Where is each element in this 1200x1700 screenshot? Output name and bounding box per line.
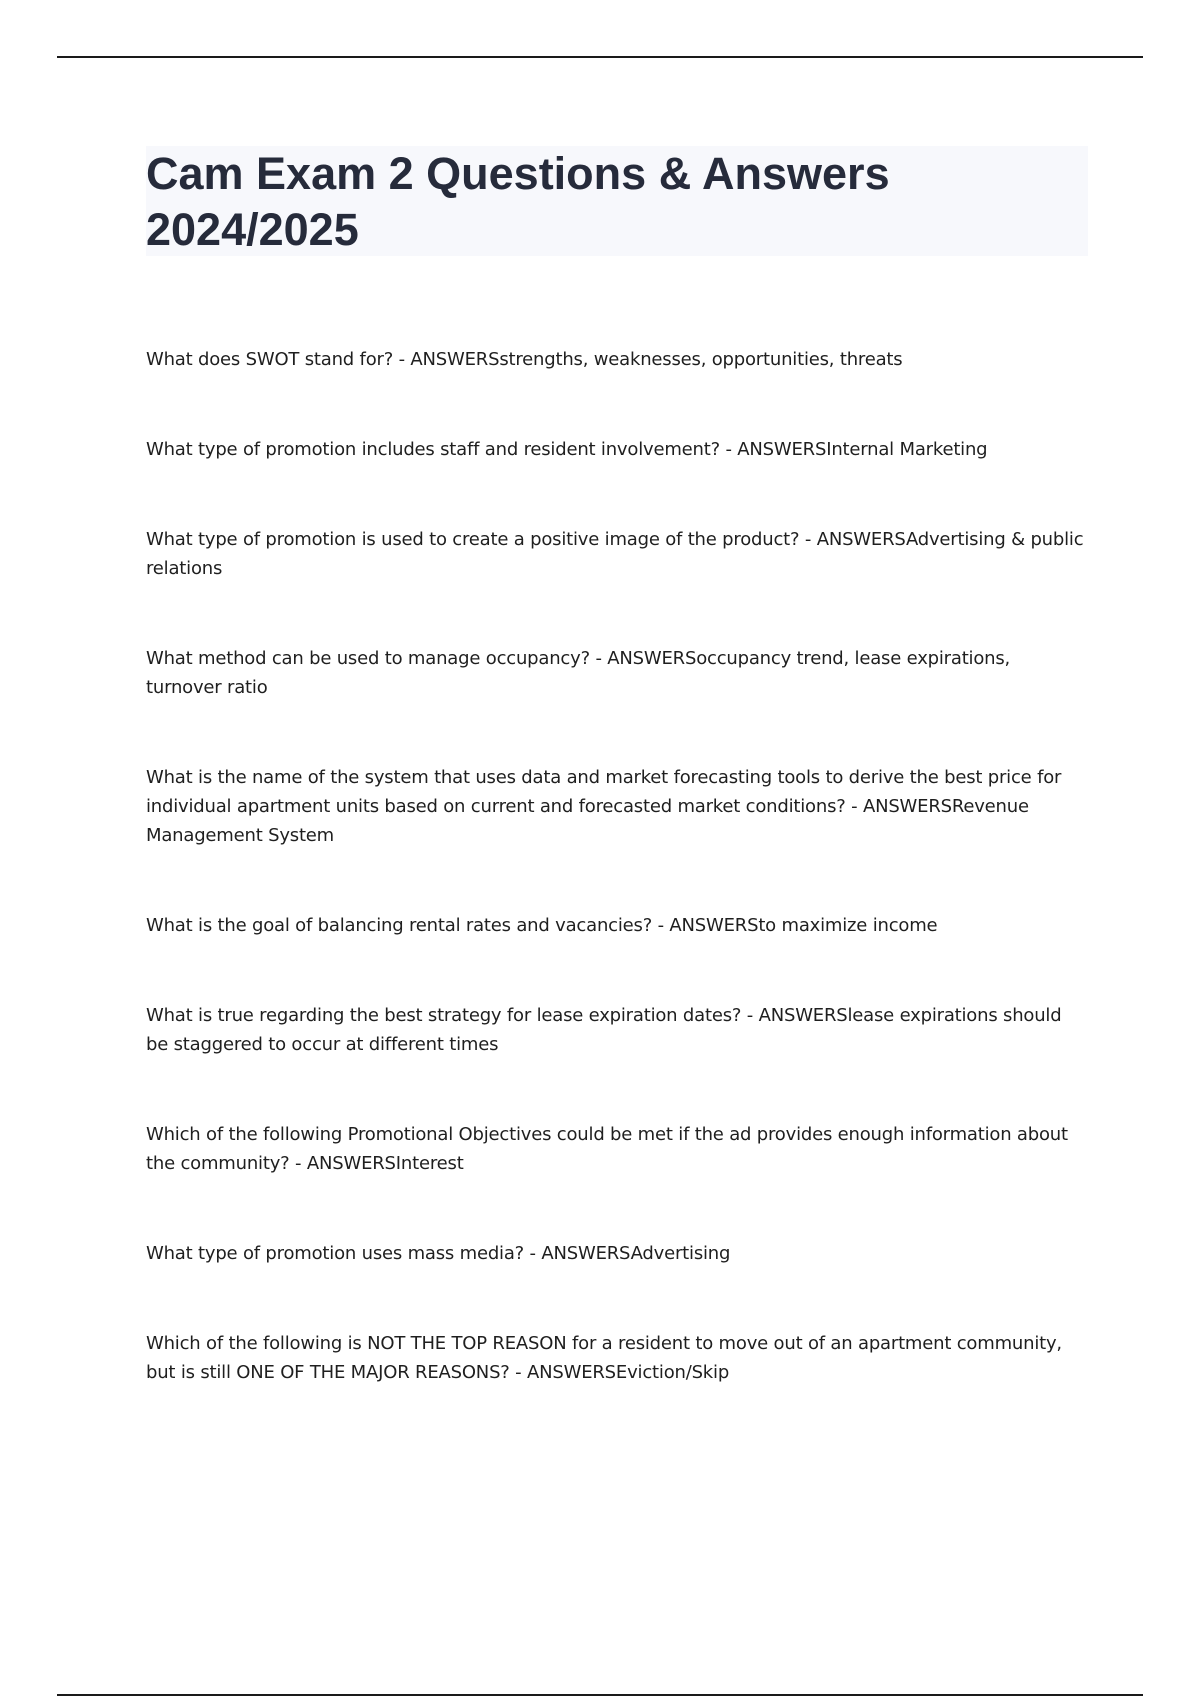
answer-separator: -	[289, 1153, 307, 1174]
qa-item	[146, 644, 1086, 702]
question-text: What is the name of the system that uses data and market forecasting tools to derive the best price for individual apartment units based on current and forecasted market conditions?	[146, 767, 1062, 817]
question-text: What method can be used to manage occupancy?	[146, 648, 590, 669]
question-text: What does SWOT stand for?	[146, 349, 394, 370]
answer-separator: -	[524, 1243, 542, 1264]
question-text: Which of the following Promotional Objectives could be met if the ad provides enough information about the community?	[146, 1124, 1068, 1174]
answer-separator: -	[845, 796, 863, 817]
qa-item	[146, 1001, 1086, 1059]
answer-text: ANSWERSRevenue Management System	[146, 796, 1029, 846]
header-rule	[57, 56, 1143, 58]
answer-text: ANSWERSto maximize income	[669, 915, 938, 936]
answer-text: ANSWERSlease expirations should be staggered to occur at different times	[146, 1005, 1062, 1055]
answer-separator: -	[393, 349, 411, 370]
question-text: What is true regarding the best strategy for lease expiration dates?	[146, 1005, 742, 1026]
question-text: What type of promotion uses mass media?	[146, 1243, 525, 1264]
question-text: Which of the following is NOT THE TOP REASON for a resident to move out of an apartment community, but is still ONE OF THE MAJOR REASONS?	[146, 1333, 1062, 1383]
qa-item	[146, 435, 1086, 464]
answer-text: ANSWERSstrengths, weaknesses, opportunities, threats	[410, 349, 903, 370]
qa-item	[146, 1239, 1086, 1268]
answer-text: ANSWERSInternal Marketing	[737, 439, 988, 460]
answer-text: ANSWERSoccupancy trend, lease expirations, turnover ratio	[146, 648, 1011, 698]
qa-item	[146, 345, 1086, 374]
qa-list	[146, 345, 1086, 1448]
answer-separator: -	[652, 915, 670, 936]
answer-separator: -	[799, 529, 817, 550]
question-text: What type of promotion includes staff and resident involvement?	[146, 439, 720, 460]
footer-rule	[57, 1694, 1143, 1696]
question-text: What type of promotion is used to create a positive image of the product?	[146, 529, 800, 550]
qa-item	[146, 525, 1086, 583]
qa-item	[146, 1329, 1086, 1387]
title-block	[146, 146, 1088, 256]
qa-item	[146, 763, 1086, 850]
answer-separator: -	[589, 648, 608, 669]
qa-item	[146, 1120, 1086, 1178]
answer-separator: -	[719, 439, 738, 460]
question-text: What is the goal of balancing rental rates and vacancies?	[146, 915, 653, 936]
answer-text: ANSWERSAdvertising	[541, 1243, 731, 1264]
qa-item	[146, 911, 1086, 940]
answer-text: ANSWERSEviction/Skip	[527, 1362, 730, 1383]
answer-text: ANSWERSInterest	[306, 1153, 464, 1174]
answer-separator: -	[741, 1005, 759, 1026]
document-title: Cam Exam 2 Questions & Answers 2024/2025	[146, 148, 890, 255]
answer-separator: -	[509, 1362, 527, 1383]
answer-text: ANSWERSAdvertising & public relations	[146, 529, 1084, 579]
